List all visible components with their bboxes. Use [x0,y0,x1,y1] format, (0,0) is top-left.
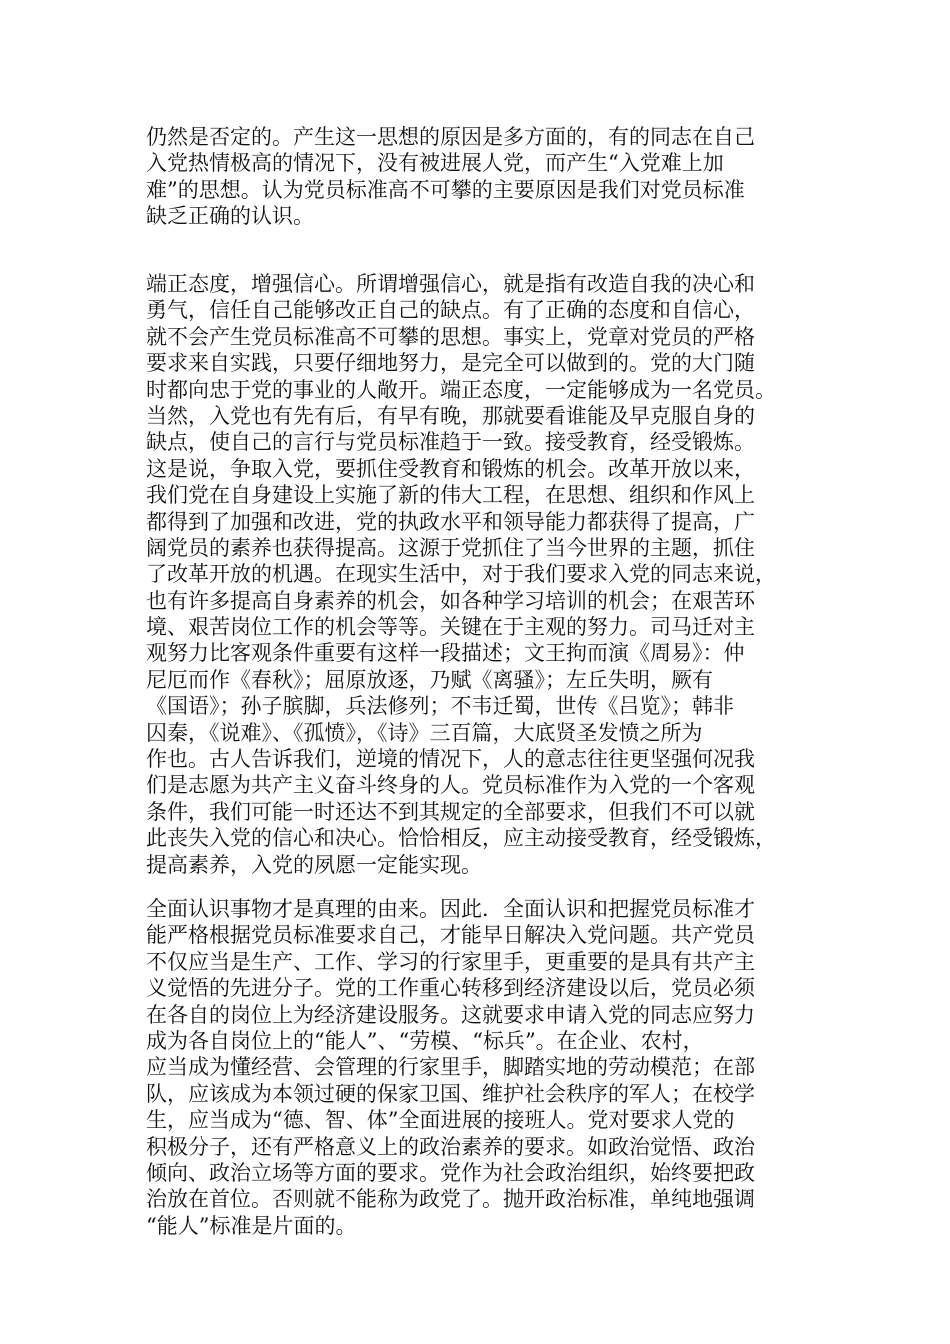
text-line: 入党热情极高的情况下，没有被进展人党，而产生“入党难上加 [146,151,724,176]
text-line: 当然，入党也有先有后，有早有晚，那就要看谁能及早克服自身的 [146,403,755,428]
text-line: 不仅应当是生产、工作、学习的行家里手，更重要的是具有共产主 [146,949,755,974]
text-line: 提高素养，入党的夙愿一定能实现。 [146,852,482,877]
text-line: 作也。古人告诉我们，逆境的情况下，人的意志往往更坚强何况我 [146,747,755,772]
text-line: 倾向、政治立场等方面的要求。党作为社会政治组织，始终要把政 [146,1160,755,1185]
text-line: 仍然是否定的。产生这一思想的原因是多方面的，有的同志在自己 [146,125,755,149]
text-line: 尼厄而作《春秋》；屈原放逐，乃赋《离骚》；左丘失明，厥有 [146,667,713,692]
text-line: 治放在首位。否则就不能称为政党了。抛开政治标准，单纯地强调 [146,1187,755,1212]
paragraph-2 [146,271,818,878]
text-line: 成为各自岗位上的“能人”、“劳模、“标兵”。在企业、农村， [146,1028,704,1053]
text-line: 队，应该成为本领过硬的保家卫国、维护社会秩序的军人；在校学 [146,1081,755,1106]
text-line: 了改革开放的机遇。在现实生活中，对于我们要求入党的同志来说， [146,562,776,587]
text-line: 在各自的岗位上为经济建设服务。这就要求申请入党的同志应努力 [146,1002,755,1027]
text-line: 就不会产生党员标准高不可攀的思想。事实上，党章对党员的严格 [146,324,755,349]
text-line: 端正态度，增强信心。所谓增强信心，就是指有改造自我的决心和 [146,272,755,296]
text-line: 应当成为懂经营、会管理的行家里手，脚踏实地的劳动模范；在部 [146,1055,755,1080]
text-line: 条件，我们可能一时还达不到其规定的全部要求，但我们不可以就 [146,799,755,824]
text-line: 们是志愿为共产主义奋斗终身的人。党员标准作为入党的一个客观 [146,773,755,798]
text-line: 也有许多提高自身素养的机会，如各种学习培训的机会；在艰苦环 [146,588,755,613]
text-line: 观努力比客观条件重要有这样一段描述；文王拘而演《周易》：仲 [146,641,745,666]
text-line: 勇气，信任自己能够改正自己的缺点。有了正确的态度和自信心， [146,298,755,323]
text-line: 囚秦，《说难》、《孤愤》，《诗》三百篇，大底贤圣发愤之所为 [146,720,703,745]
text-line: “能人”标准是片面的。 [146,1213,357,1238]
paragraph-3 [146,896,818,1239]
text-line: 此丧失入党的信心和决心。恰恰相反，应主动接受教育，经受锻炼， [146,826,776,851]
text-line: 生，应当成为“德、智、体”全面进展的接班人。党对要求人党的 [146,1108,735,1133]
text-line: 能严格根据党员标准要求自己，才能早日解决入党问题。共产党员 [146,923,755,948]
text-line: 这是说，争取入党，要抓住受教育和锻炼的机会。改革开放以来， [146,456,755,481]
text-line: 阔党员的素养也获得提高。这源于党抓住了当今世界的主题，抓住 [146,535,755,560]
text-line: 我们党在自身建设上实施了新的伟大工程，在思想、组织和作风上 [146,483,755,508]
text-line: 《国语》；孙子膑脚，兵法修列；不韦迁蜀，世传《吕览》；韩非 [146,694,734,719]
text-line: 缺点，使自己的言行与党员标准趋于一致。接受教育，经受锻炼。 [146,430,755,455]
text-line: 难”的思想。认为党员标准高不可攀的主要原因是我们对党员标准 [146,177,745,202]
paragraph-1 [146,124,818,230]
text-line: 时都向忠于党的事业的人敞开。端正态度，一定能够成为一名党员。 [146,377,776,402]
text-line: 积极分子，还有严格意义上的政治素养的要求。如政治觉悟、政治 [146,1134,755,1159]
text-line: 全面认识事物才是真理的由来。因此．全面认识和把握党员标准才 [146,897,755,921]
text-line: 要求来自实践，只要仔细地努力，是完全可以做到的。党的大门随 [146,351,755,376]
text-line: 缺乏正确的认识。 [146,204,314,229]
text-line: 境、艰苦岗位工作的机会等等。关键在于主观的努力。司马迁对主 [146,615,755,640]
text-line: 义觉悟的先进分子。党的工作重心转移到经济建设以后，党员必须 [146,976,755,1001]
text-line: 都得到了加强和改进，党的执政水平和领导能力都获得了提高，广 [146,509,755,534]
